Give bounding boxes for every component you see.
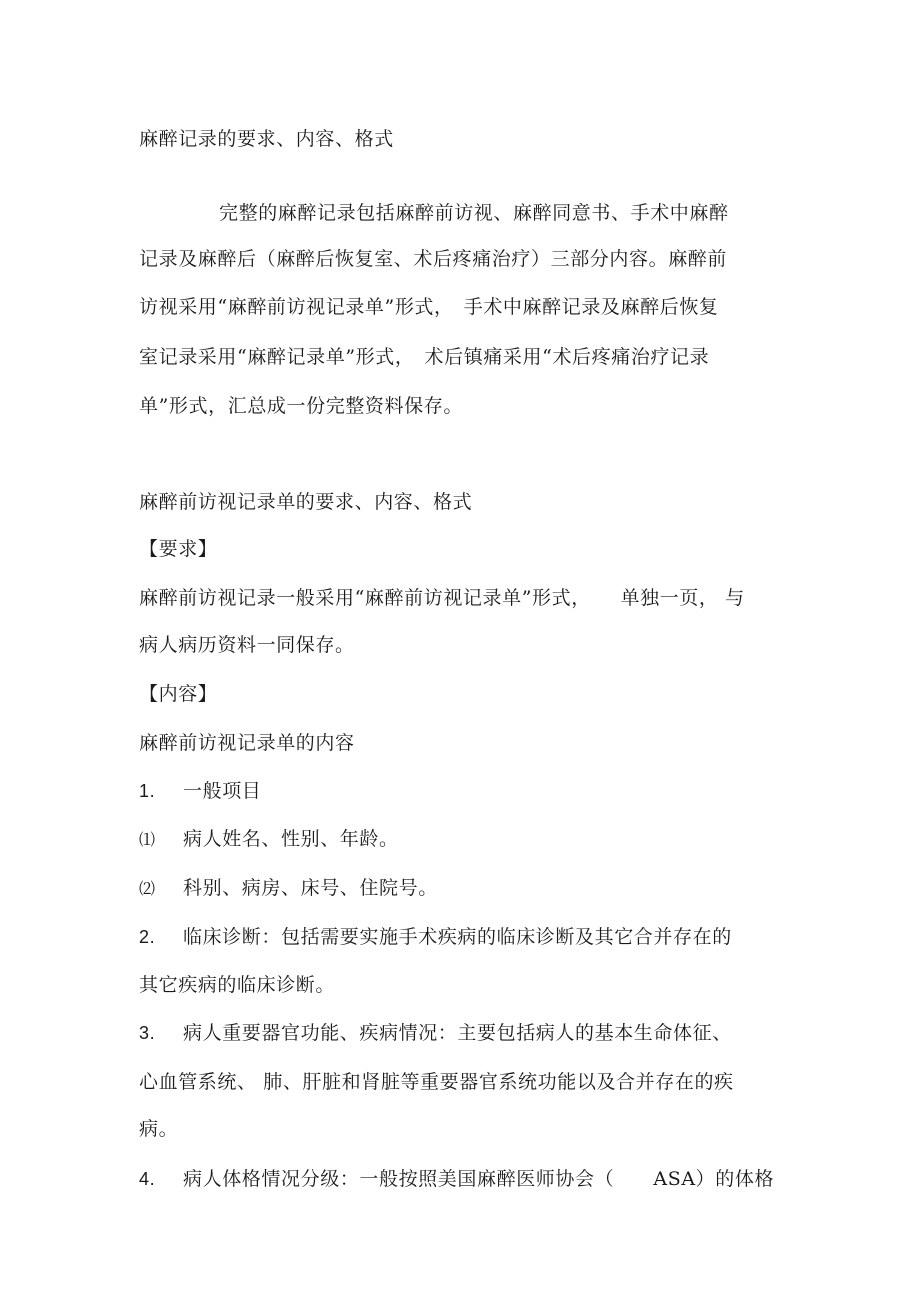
item-text: 其它疾病的临床诊断。 (139, 974, 336, 996)
list-item-continuation (139, 1117, 178, 1141)
list-item (139, 925, 732, 949)
item-number: ⑴ (139, 830, 156, 849)
item-number: 3. (139, 1023, 156, 1043)
item-text: 一般项目 (183, 780, 262, 802)
content-intro: 麻醉前访视记录单的内容 (139, 732, 355, 754)
intro-line-1: 完整的麻醉记录包括麻醉前访视、麻醉同意书、手术中麻醉 (219, 202, 729, 224)
requirements-line-2: 病人病历资料一同保存。 (139, 634, 355, 656)
item-text: 心血管系统、 肺、肝脏和肾脏等重要器官系统功能以及合并存在的疾 (139, 1071, 734, 1093)
list-item (139, 1167, 774, 1191)
intro-line-2: 记录及麻醉后（麻醉后恢复室、术后疼痛治疗）三部分内容。麻醉前 (139, 248, 728, 270)
item-text: 病人重要器官功能、疾病情况：主要包括病人的基本生命体征、 (183, 1022, 732, 1044)
item-text: 临床诊断：包括需要实施手术疾病的临床诊断及其它合并存在的 (183, 926, 732, 948)
section-title: 麻醉前访视记录单的要求、内容、格式 (139, 491, 473, 513)
item-number: 4. (139, 1169, 156, 1189)
requirements-line-1: 麻醉前访视记录一般采用“麻醉前访视记录单”形式， 单独一页， 与 (139, 587, 745, 609)
item-text: 病人体格情况分级：一般按照美国麻醉医师协会（ ASA）的体格 (183, 1168, 775, 1190)
requirements-heading: 【要求】 (139, 538, 218, 560)
list-item (139, 1021, 732, 1045)
intro-line-3: 访视采用“麻醉前访视记录单”形式， 手术中麻醉记录及麻醉后恢复 (139, 296, 719, 318)
list-item-continuation (139, 1070, 734, 1094)
list-item (139, 827, 399, 852)
item-text: 科别、病房、床号、住院号。 (183, 877, 438, 899)
list-item (139, 876, 438, 901)
item-text: 病人姓名、性别、年龄。 (183, 828, 399, 850)
list-item-continuation (139, 973, 335, 997)
item-number: ⑵ (139, 879, 156, 898)
list-item (139, 779, 261, 803)
doc-title: 麻醉记录的要求、内容、格式 (139, 128, 394, 150)
intro-line-5: 单”形式，汇总成一份完整资料保存。 (139, 395, 463, 417)
intro-line-4: 室记录采用“麻醉记录单”形式， 术后镇痛采用“术后疼痛治疗记录 (139, 346, 710, 368)
item-number: 1. (139, 781, 156, 801)
item-text: 病。 (139, 1118, 179, 1140)
item-number: 2. (139, 927, 156, 947)
content-heading: 【内容】 (139, 683, 218, 705)
